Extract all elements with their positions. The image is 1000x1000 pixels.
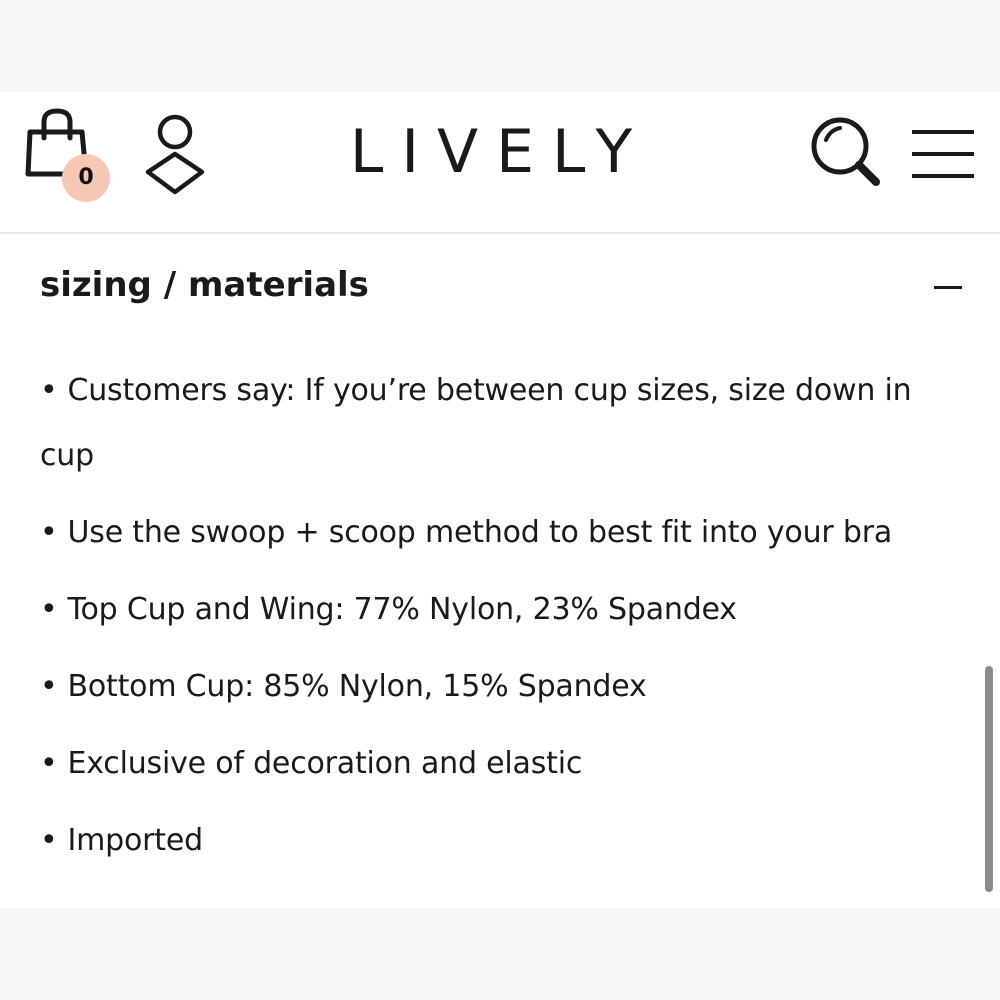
list-item-text: Exclusive of decoration and elastic [67, 746, 583, 781]
cart-count-badge: 0 [62, 154, 110, 202]
menu-button[interactable] [910, 128, 976, 180]
bullet: • [40, 515, 58, 550]
bullet: • [40, 592, 58, 627]
list-item-text: Bottom Cup: 85% Nylon, 15% Spandex [67, 669, 647, 704]
bullet: • [40, 373, 58, 408]
list-item [40, 358, 960, 488]
accordion-title[interactable]: sizing / materials [40, 265, 369, 305]
user-icon [142, 112, 208, 196]
list-item [40, 500, 960, 565]
brand-logo[interactable]: LIVELY [349, 117, 651, 187]
bullet: • [40, 669, 58, 704]
bottom-margin-strip [0, 908, 1000, 1000]
list-item [40, 731, 960, 796]
product-details-panel [0, 92, 1000, 908]
bullet: • [40, 823, 58, 858]
list-item-text: Use the swoop + scoop method to best fit into your bra [67, 515, 893, 550]
minus-icon[interactable] [934, 286, 962, 289]
scrollbar-thumb[interactable] [985, 666, 993, 892]
list-item-text: Customers say: If you’re between cup sizes, size down in cup [40, 373, 912, 473]
list-item-text: Top Cup and Wing: 77% Nylon, 23% Spandex [67, 592, 737, 627]
top-margin-strip [0, 0, 1000, 92]
list-item [40, 577, 960, 642]
search-icon [808, 116, 882, 190]
hamburger-menu-icon [910, 128, 976, 180]
list-item-text: Imported [67, 823, 203, 858]
cart-button[interactable] [24, 108, 114, 198]
search-button[interactable] [808, 116, 882, 190]
bullet: • [40, 746, 58, 781]
details-list [40, 358, 960, 885]
list-item [40, 808, 960, 873]
site-header [0, 92, 1000, 234]
account-button[interactable] [142, 112, 208, 196]
list-item [40, 654, 960, 719]
